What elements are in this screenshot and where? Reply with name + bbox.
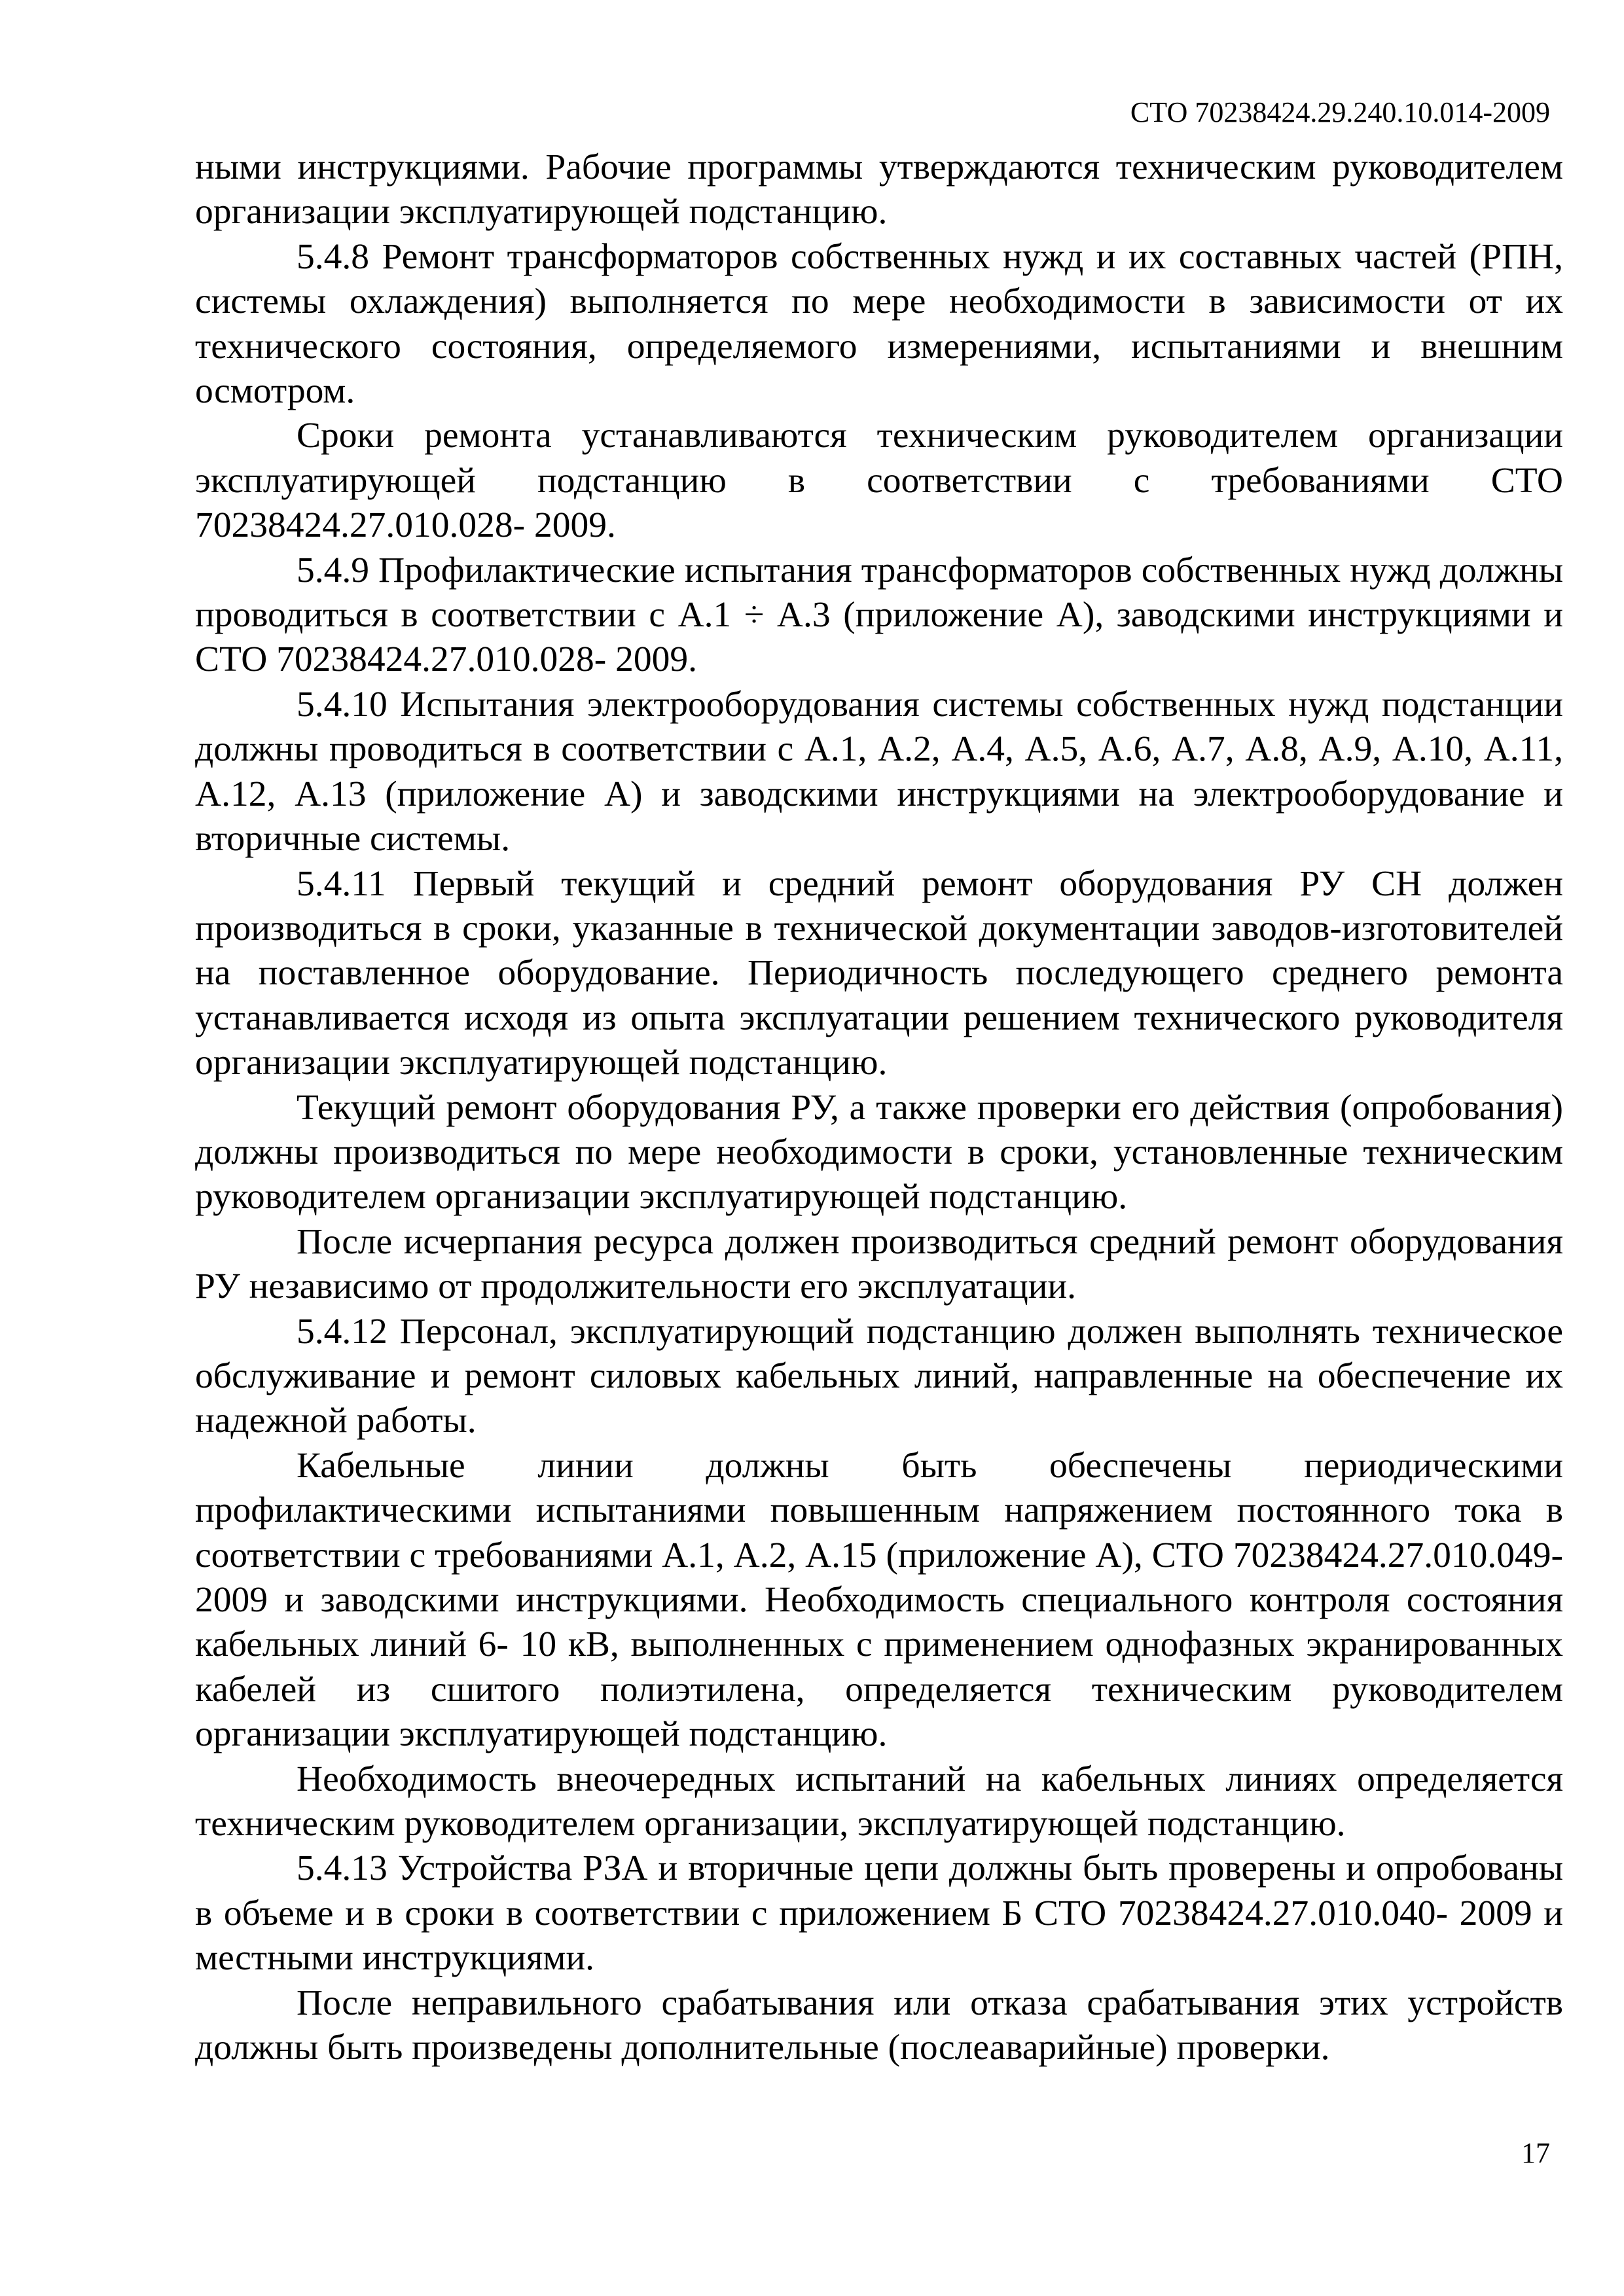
paragraph-unscheduled-tests: Необходимость внеочередных испытаний на кабельных линиях определяется техническим руководителем организации, эксплуатирующей подстанцию.	[195, 1759, 1563, 1844]
paragraph-cable-lines: Кабельные линии должны быть обеспечены периодическими профилактическими испытаниями повышенным напряжением постоянного тока в соответствии с требованиями А.1, А.2, А.15 (приложение А), СТО 70238424.27.010.049- 2009 и заводскими инструкциями. Необходимость специального контроля состояния кабельных линий 6- 10 кВ, выполненных с применением однофазных экранированных кабелей из сшитого полиэтилена, определяется техническим руководителем организации эксплуатирующей подстанцию.	[195, 1445, 1563, 1755]
paragraph-continuation: ными инструкциями. Рабочие программы утверждаются техническим руководителем организации эксплуатирующей подстанцию.	[195, 147, 1563, 232]
paragraph-5-4-12: 5.4.12 Персонал, эксплуатирующий подстанцию должен выполнять техническое обслуживание и ремонт силовых кабельных линий, направленные на обеспечение их надежной работы.	[195, 1311, 1563, 1441]
paragraph-5-4-9: 5.4.9 Профилактические испытания трансформаторов собственных нужд должны проводиться в соответствии с А.1 ÷ А.3 (приложение А), заводскими инструкциями и СТО 70238424.27.010.028- 2009.	[195, 550, 1563, 680]
paragraph-5-4-10: 5.4.10 Испытания электрооборудования системы собственных нужд подстанции должны проводиться в соответствии с А.1, А.2, А.4, А.5, А.6, А.7, А.8, А.9, А.10, А.11, А.12, А.13 (приложение А) и заводскими инструкциями на электрооборудование и вторичные системы.	[195, 684, 1563, 859]
page-number: 17	[1521, 2137, 1550, 2169]
paragraph-repair-terms: Сроки ремонта устанавливаются техническим руководителем организации эксплуатирующей подстанцию в соответствии с требованиями СТО 70238424.27.010.028- 2009.	[195, 416, 1563, 546]
paragraph-5-4-13: 5.4.13 Устройства РЗА и вторичные цепи должны быть проверены и опробованы в объеме и в сроки в соответствии с приложением Б СТО 70238424.27.010.040- 2009 и местными инструкциями.	[195, 1848, 1563, 1979]
paragraph-current-repair: Текущий ремонт оборудования РУ, а также проверки его действия (опробования) должны производиться по мере необходимости в сроки, установленные техническим руководителем организации эксплуатирующей подстанцию.	[195, 1087, 1563, 1217]
paragraph-5-4-8: 5.4.8 Ремонт трансформаторов собственных нужд и их составных частей (РПН, системы охлаждения) выполняется по мере необходимости в зависимости от их технического состояния, определяемого измерениями, испытаниями и внешним осмотром.	[195, 236, 1563, 412]
body-text	[195, 145, 1563, 2070]
document-code-header: СТО 70238424.29.240.10.014-2009	[1130, 96, 1550, 128]
paragraph-post-failure-checks: После неправильного срабатывания или отказа срабатывания этих устройств должны быть произведены дополнительные (послеаварийные) проверки.	[195, 1982, 1563, 2068]
paragraph-resource-exhaustion: После исчерпания ресурса должен производиться средний ремонт оборудования РУ независимо от продолжительности его эксплуатации.	[195, 1221, 1563, 1307]
paragraph-5-4-11: 5.4.11 Первый текущий и средний ремонт оборудования РУ СН должен производиться в сроки, указанные в технической документации заводов-изготовителей на поставленное оборудование. Периодичность последующего среднего ремонта устанавливается исходя из опыта эксплуатации решением технического руководителя организации эксплуатирующей подстанцию.	[195, 863, 1563, 1083]
